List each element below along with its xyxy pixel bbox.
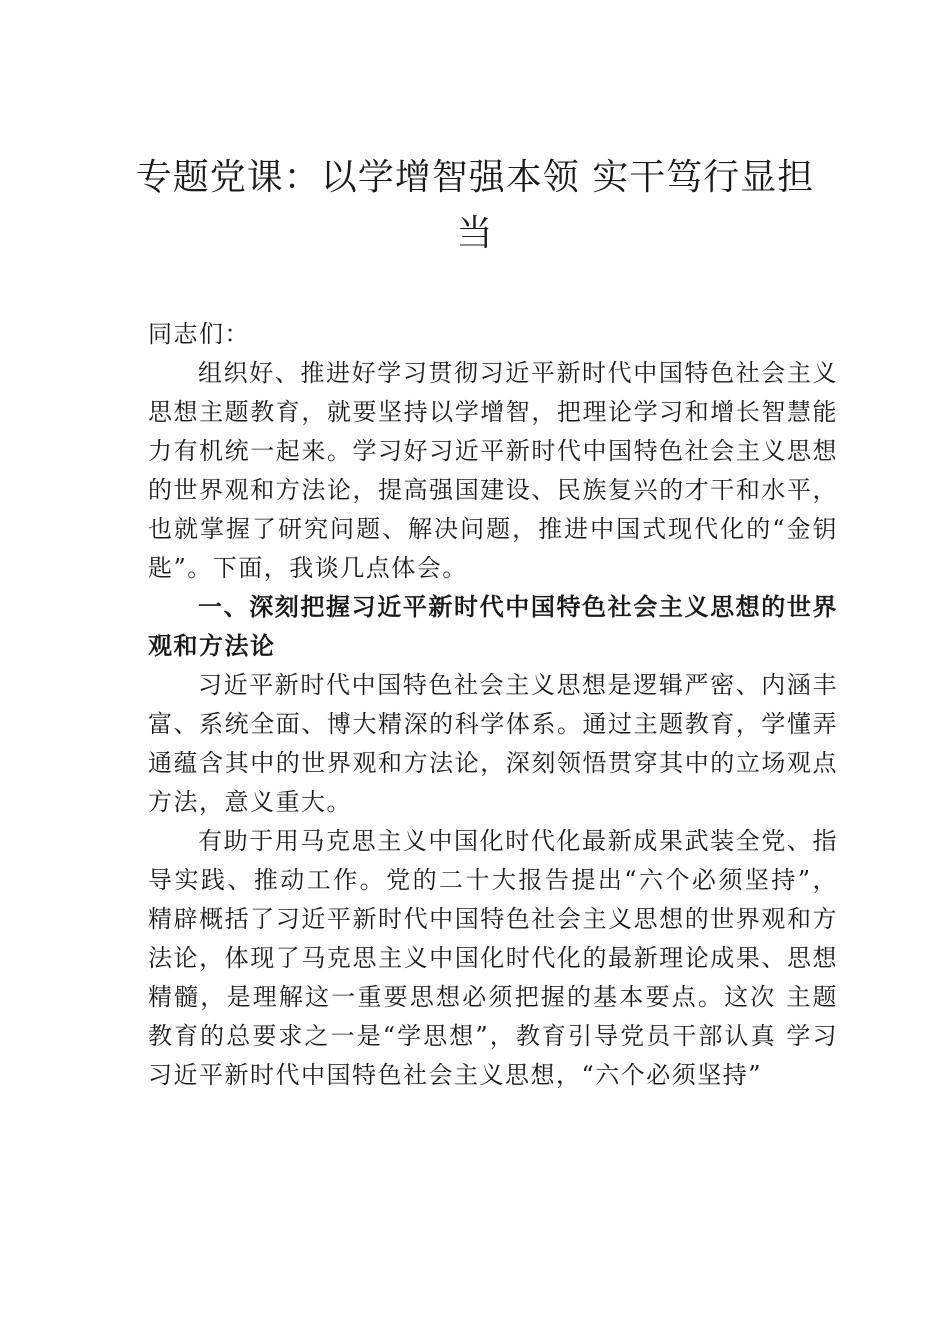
document-title: 专题党课：以学增智强本领 实干笃行显担当 xyxy=(135,157,815,254)
paragraph-section-1-point-1: 有助于用马克思主义中国化时代化最新成果武装全党、指导实践、推动工作。党的二十大报告提出“六个必须坚持”，精辟概括了习近平新时代中国特色社会主义思想的世界观和方法论，体现了马克思主义中国化时代化的最新理论成果、思想精髓，是理解这一重要思想必须把握的基本要点。这次 主题教育的总要求之一是“学思想”，教育引导党员干部认真 学习习近平新时代中国特色社会主义思想，“六个必须坚持” xyxy=(148,827,838,1089)
salutation: 同志们： xyxy=(148,320,250,348)
document-body xyxy=(148,315,838,1095)
paragraph-intro: 组织好、推进好学习贯彻习近平新时代中国特色社会主义思想主题教育，就要坚持以学增智，把理论学习和增长智慧能力有机统一起来。学习好习近平新时代中国特色社会主义思想的世界观和方法论，提高强国建设、民族复兴的才干和水平，也就掌握了研究问题、解决问题，推进中国式现代化的“金钥匙”。下面，我谈几点体会。 xyxy=(148,359,838,582)
section-heading-1: 一、深刻把握习近平新时代中国特色社会主义思想的世界观和方法论 xyxy=(148,593,838,660)
paragraph-section-1: 习近平新时代中国特色社会主义思想是逻辑严密、内涵丰富、系统全面、博大精深的科学体系。通过主题教育，学懂弄通蕴含其中的世界观和方法论，深刻领悟贯穿其中的立场观点方法，意义重大。 xyxy=(148,671,838,816)
